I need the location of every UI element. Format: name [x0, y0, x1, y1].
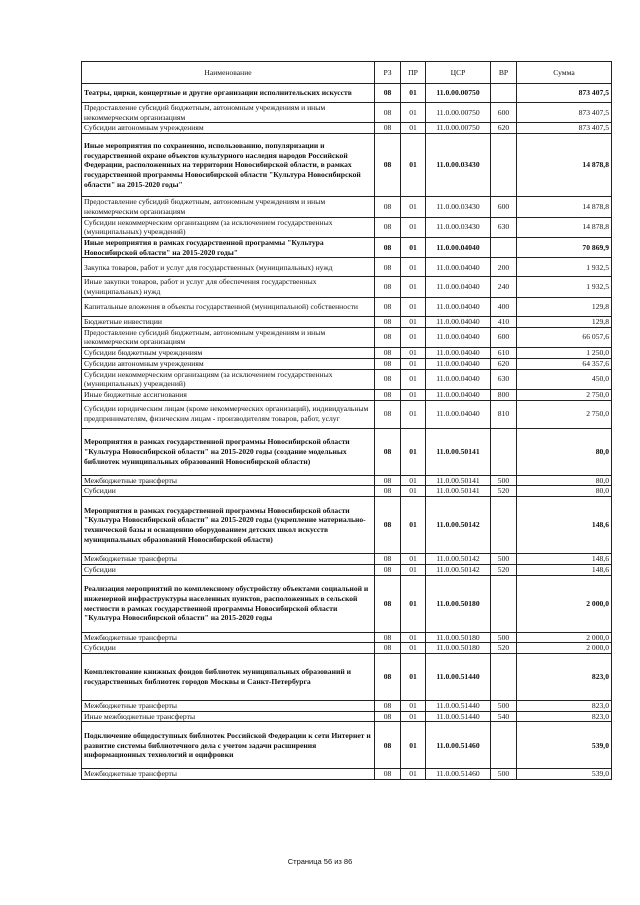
row-sum: 873 407,5: [517, 123, 612, 134]
row-csr: 11.0.00.50142: [426, 564, 491, 575]
col-header-sum: Сумма: [517, 62, 612, 84]
table-row: [82, 358, 612, 369]
col-header-csr: ЦСР: [426, 62, 491, 84]
table-row: [82, 238, 612, 258]
row-vr: 520: [491, 564, 517, 575]
col-header-rz: РЗ: [375, 62, 401, 84]
row-vr: [491, 238, 517, 258]
row-name: Реализация мероприятий по комплексному обустройству объектами социальной и инженерной инфраструктуры населенных пунктов, расположенных в сельской местности в рамках государственной программы Новосибирской области "Культура Новосибирской области" на 2015-2020 годы: [82, 575, 375, 632]
row-csr: 11.0.00.50180: [426, 575, 491, 632]
row-csr: 11.0.00.50141: [426, 475, 491, 486]
row-name: Субсидии автономным учреждениям: [82, 358, 375, 369]
row-pr: 01: [401, 389, 426, 400]
row-sum: 14 878,8: [517, 134, 612, 197]
row-name: Субсидии автономным учреждениям: [82, 123, 375, 134]
table-row: [82, 84, 612, 103]
row-rz: 08: [375, 575, 401, 632]
row-pr: 01: [401, 369, 426, 389]
row-csr: 11.0.00.00750: [426, 103, 491, 123]
table-row: [82, 369, 612, 389]
row-sum: 2 000,0: [517, 632, 612, 643]
table-row: [82, 722, 612, 769]
row-vr: 500: [491, 475, 517, 486]
row-csr: 11.0.00.50141: [426, 486, 491, 497]
row-rz: 08: [375, 428, 401, 475]
row-name: Субсидии: [82, 643, 375, 654]
row-name: Предоставление субсидий бюджетным, автономным учреждениям и иным некоммерческим организациям: [82, 197, 375, 217]
row-vr: [491, 722, 517, 769]
row-sum: 70 869,9: [517, 238, 612, 258]
row-sum: 129,8: [517, 316, 612, 327]
row-name: Иные межбюджетные трансферты: [82, 711, 375, 722]
row-vr: [491, 84, 517, 103]
row-vr: 600: [491, 197, 517, 217]
row-sum: 80,0: [517, 475, 612, 486]
row-rz: 08: [375, 400, 401, 428]
row-pr: 01: [401, 769, 426, 780]
row-sum: 1 250,0: [517, 348, 612, 359]
table-row: [82, 217, 612, 237]
row-csr: 11.0.00.50141: [426, 428, 491, 475]
row-csr: 11.0.00.04040: [426, 348, 491, 359]
row-vr: 400: [491, 297, 517, 316]
row-csr: 11.0.00.04040: [426, 316, 491, 327]
table-row: [82, 554, 612, 565]
row-name: Театры, цирки, концертные и другие организации исполнительских искусств: [82, 84, 375, 103]
row-sum: 80,0: [517, 486, 612, 497]
row-vr: 240: [491, 277, 517, 297]
row-name: Субсидии юридическим лицам (кроме некоммерческих организаций), индивидуальным предпринимателям, физическим лицам - производителям товаров, работ, услуг: [82, 400, 375, 428]
budget-table: [81, 61, 612, 780]
row-name: Межбюджетные трансферты: [82, 554, 375, 565]
col-header-name: Наименование: [82, 62, 375, 84]
row-sum: 2 000,0: [517, 643, 612, 654]
table-row: [82, 197, 612, 217]
table-row: [82, 632, 612, 643]
row-csr: 11.0.00.04040: [426, 389, 491, 400]
row-sum: 450,0: [517, 369, 612, 389]
row-pr: 01: [401, 400, 426, 428]
table-row: [82, 400, 612, 428]
row-rz: 08: [375, 643, 401, 654]
row-csr: 11.0.00.50142: [426, 554, 491, 565]
row-csr: 11.0.00.00750: [426, 123, 491, 134]
table-row: [82, 134, 612, 197]
row-rz: 08: [375, 632, 401, 643]
row-vr: 520: [491, 643, 517, 654]
row-rz: 08: [375, 316, 401, 327]
row-sum: 823,0: [517, 653, 612, 700]
row-pr: 01: [401, 277, 426, 297]
row-sum: 873 407,5: [517, 103, 612, 123]
row-sum: 66 057,6: [517, 327, 612, 347]
table-row: [82, 389, 612, 400]
row-name: Предоставление субсидий бюджетным, автономным учреждениям и иным некоммерческим организациям: [82, 103, 375, 123]
row-csr: 11.0.00.51440: [426, 711, 491, 722]
page-number: Страница 56 из 86: [287, 857, 353, 866]
row-vr: 540: [491, 711, 517, 722]
row-rz: 08: [375, 358, 401, 369]
row-csr: 11.0.00.04040: [426, 327, 491, 347]
row-pr: 01: [401, 475, 426, 486]
row-csr: 11.0.00.00750: [426, 84, 491, 103]
row-rz: 08: [375, 653, 401, 700]
row-pr: 01: [401, 197, 426, 217]
row-rz: 08: [375, 297, 401, 316]
row-vr: 610: [491, 348, 517, 359]
row-rz: 08: [375, 564, 401, 575]
row-pr: 01: [401, 643, 426, 654]
row-sum: 1 932,5: [517, 258, 612, 277]
row-rz: 08: [375, 277, 401, 297]
row-name: Субсидии: [82, 486, 375, 497]
row-pr: 01: [401, 722, 426, 769]
table-row: [82, 297, 612, 316]
row-csr: 11.0.00.51460: [426, 769, 491, 780]
table-row: [82, 575, 612, 632]
row-pr: 01: [401, 575, 426, 632]
row-rz: 08: [375, 327, 401, 347]
row-pr: 01: [401, 258, 426, 277]
row-sum: 148,6: [517, 497, 612, 554]
row-sum: 14 878,8: [517, 197, 612, 217]
row-pr: 01: [401, 486, 426, 497]
row-name: Иные закупки товаров, работ и услуг для обеспечения государственных (муниципальных) нужд: [82, 277, 375, 297]
table-row: [82, 486, 612, 497]
row-vr: [491, 653, 517, 700]
row-vr: 630: [491, 369, 517, 389]
row-sum: 823,0: [517, 711, 612, 722]
row-csr: 11.0.00.50180: [426, 643, 491, 654]
row-sum: 148,6: [517, 554, 612, 565]
row-name: Межбюджетные трансферты: [82, 769, 375, 780]
row-rz: 08: [375, 769, 401, 780]
row-name: Капитальные вложения в объекты государственной (муниципальной) собственности: [82, 297, 375, 316]
row-name: Подключение общедоступных библиотек Российской Федерации к сети Интернет и развитие системы библиотечного дела с учетом задачи расширения информационных технологий и оцифровки: [82, 722, 375, 769]
row-vr: 800: [491, 389, 517, 400]
row-csr: 11.0.00.04040: [426, 238, 491, 258]
row-rz: 08: [375, 217, 401, 237]
row-csr: 11.0.00.50142: [426, 497, 491, 554]
row-rz: 08: [375, 238, 401, 258]
row-name: Комплектование книжных фондов библиотек муниципальных образований и государственных библиотек городов Москвы и Санкт-Петербурга: [82, 653, 375, 700]
row-csr: 11.0.00.04040: [426, 258, 491, 277]
row-pr: 01: [401, 327, 426, 347]
table-row: [82, 497, 612, 554]
row-csr: 11.0.00.04040: [426, 277, 491, 297]
table-row: [82, 643, 612, 654]
row-rz: 08: [375, 103, 401, 123]
table-row: [82, 428, 612, 475]
row-name: Межбюджетные трансферты: [82, 700, 375, 711]
row-pr: 01: [401, 84, 426, 103]
row-csr: 11.0.00.03430: [426, 197, 491, 217]
table-row: [82, 258, 612, 277]
row-vr: 200: [491, 258, 517, 277]
row-sum: 873 407,5: [517, 84, 612, 103]
row-rz: 08: [375, 497, 401, 554]
table-row: [82, 700, 612, 711]
row-vr: [491, 428, 517, 475]
row-csr: 11.0.00.51440: [426, 653, 491, 700]
row-name: Межбюджетные трансферты: [82, 475, 375, 486]
col-header-pr: ПР: [401, 62, 426, 84]
row-csr: 11.0.00.51460: [426, 722, 491, 769]
row-name: Мероприятия в рамках государственной программы Новосибирской области "Культура Новосибирской области" на 2015-2020 годы (укрепление материально-технической базы и оснащению оборудованием детских школ искусств муниципальных образований Новосибирской области): [82, 497, 375, 554]
table-row: [82, 348, 612, 359]
row-pr: 01: [401, 103, 426, 123]
row-pr: 01: [401, 297, 426, 316]
row-rz: 08: [375, 123, 401, 134]
row-rz: 08: [375, 389, 401, 400]
row-rz: 08: [375, 722, 401, 769]
row-name: Иные бюджетные ассигнования: [82, 389, 375, 400]
row-rz: 08: [375, 348, 401, 359]
row-pr: 01: [401, 711, 426, 722]
row-rz: 08: [375, 258, 401, 277]
row-rz: 08: [375, 84, 401, 103]
row-vr: [491, 497, 517, 554]
row-rz: 08: [375, 369, 401, 389]
row-pr: 01: [401, 428, 426, 475]
row-sum: 64 357,6: [517, 358, 612, 369]
row-rz: 08: [375, 134, 401, 197]
row-name: Мероприятия в рамках государственной программы Новосибирской области "Культура Новосибирской области" на 2015-2020 годы (создание модельных библиотек муниципальных образований Новосибирской области): [82, 428, 375, 475]
row-sum: 80,0: [517, 428, 612, 475]
row-csr: 11.0.00.04040: [426, 400, 491, 428]
row-pr: 01: [401, 123, 426, 134]
row-pr: 01: [401, 217, 426, 237]
row-pr: 01: [401, 653, 426, 700]
row-vr: 410: [491, 316, 517, 327]
row-sum: 823,0: [517, 700, 612, 711]
row-sum: 539,0: [517, 722, 612, 769]
row-pr: 01: [401, 134, 426, 197]
row-name: Субсидии некоммерческим организациям (за исключением государственных (муниципальных) учреждений): [82, 217, 375, 237]
row-pr: 01: [401, 632, 426, 643]
row-vr: 600: [491, 103, 517, 123]
row-pr: 01: [401, 358, 426, 369]
row-csr: 11.0.00.03430: [426, 217, 491, 237]
row-name: Межбюджетные трансферты: [82, 632, 375, 643]
row-vr: 500: [491, 700, 517, 711]
row-csr: 11.0.00.50180: [426, 632, 491, 643]
row-vr: 500: [491, 554, 517, 565]
row-sum: 539,0: [517, 769, 612, 780]
row-sum: 2 750,0: [517, 400, 612, 428]
row-vr: [491, 575, 517, 632]
row-name: Субсидии некоммерческим организациям (за исключением государственных (муниципальных) учреждений): [82, 369, 375, 389]
row-vr: 630: [491, 217, 517, 237]
row-name: Субсидии: [82, 564, 375, 575]
row-rz: 08: [375, 486, 401, 497]
row-pr: 01: [401, 554, 426, 565]
row-vr: 620: [491, 123, 517, 134]
table-row: [82, 123, 612, 134]
table-row: [82, 769, 612, 780]
row-pr: 01: [401, 238, 426, 258]
row-csr: 11.0.00.04040: [426, 369, 491, 389]
row-pr: 01: [401, 348, 426, 359]
row-csr: 11.0.00.51440: [426, 700, 491, 711]
row-vr: [491, 134, 517, 197]
table-row: [82, 564, 612, 575]
row-csr: 11.0.00.03430: [426, 134, 491, 197]
col-header-vr: ВР: [491, 62, 517, 84]
row-name: Субсидии бюджетным учреждениям: [82, 348, 375, 359]
row-sum: 129,8: [517, 297, 612, 316]
row-rz: 08: [375, 711, 401, 722]
table-row: [82, 316, 612, 327]
row-pr: 01: [401, 497, 426, 554]
table-header-row: [82, 62, 612, 84]
row-name: Иные мероприятия по сохранению, использованию, популяризации и государственной охране объектов культурного наследия народов Российской Федерации, расположенных на территории Новосибирской области, в рамках государственной программы Новосибирской области "Культура Новосибирской области" на 2015-2020 годы": [82, 134, 375, 197]
row-csr: 11.0.00.04040: [426, 358, 491, 369]
table-row: [82, 277, 612, 297]
row-rz: 08: [375, 475, 401, 486]
row-vr: 500: [491, 632, 517, 643]
row-vr: 810: [491, 400, 517, 428]
row-rz: 08: [375, 554, 401, 565]
row-name: Иные мероприятия в рамках государственной программы "Культура Новосибирской области" на 2015-2020 годы": [82, 238, 375, 258]
row-csr: 11.0.00.04040: [426, 297, 491, 316]
table-row: [82, 711, 612, 722]
row-sum: 2 000,0: [517, 575, 612, 632]
row-sum: 1 932,5: [517, 277, 612, 297]
row-rz: 08: [375, 700, 401, 711]
table-row: [82, 475, 612, 486]
table-row: [82, 103, 612, 123]
row-vr: 500: [491, 769, 517, 780]
row-name: Закупка товаров, работ и услуг для государственных (муниципальных) нужд: [82, 258, 375, 277]
row-vr: 620: [491, 358, 517, 369]
row-rz: 08: [375, 197, 401, 217]
row-vr: 520: [491, 486, 517, 497]
row-pr: 01: [401, 700, 426, 711]
row-sum: 148,6: [517, 564, 612, 575]
row-sum: 2 750,0: [517, 389, 612, 400]
row-name: Бюджетные инвестиции: [82, 316, 375, 327]
table-row: [82, 327, 612, 347]
row-sum: 14 878,8: [517, 217, 612, 237]
row-pr: 01: [401, 316, 426, 327]
row-vr: 600: [491, 327, 517, 347]
row-name: Предоставление субсидий бюджетным, автономным учреждениям и иным некоммерческим организациям: [82, 327, 375, 347]
row-pr: 01: [401, 564, 426, 575]
table-row: [82, 653, 612, 700]
